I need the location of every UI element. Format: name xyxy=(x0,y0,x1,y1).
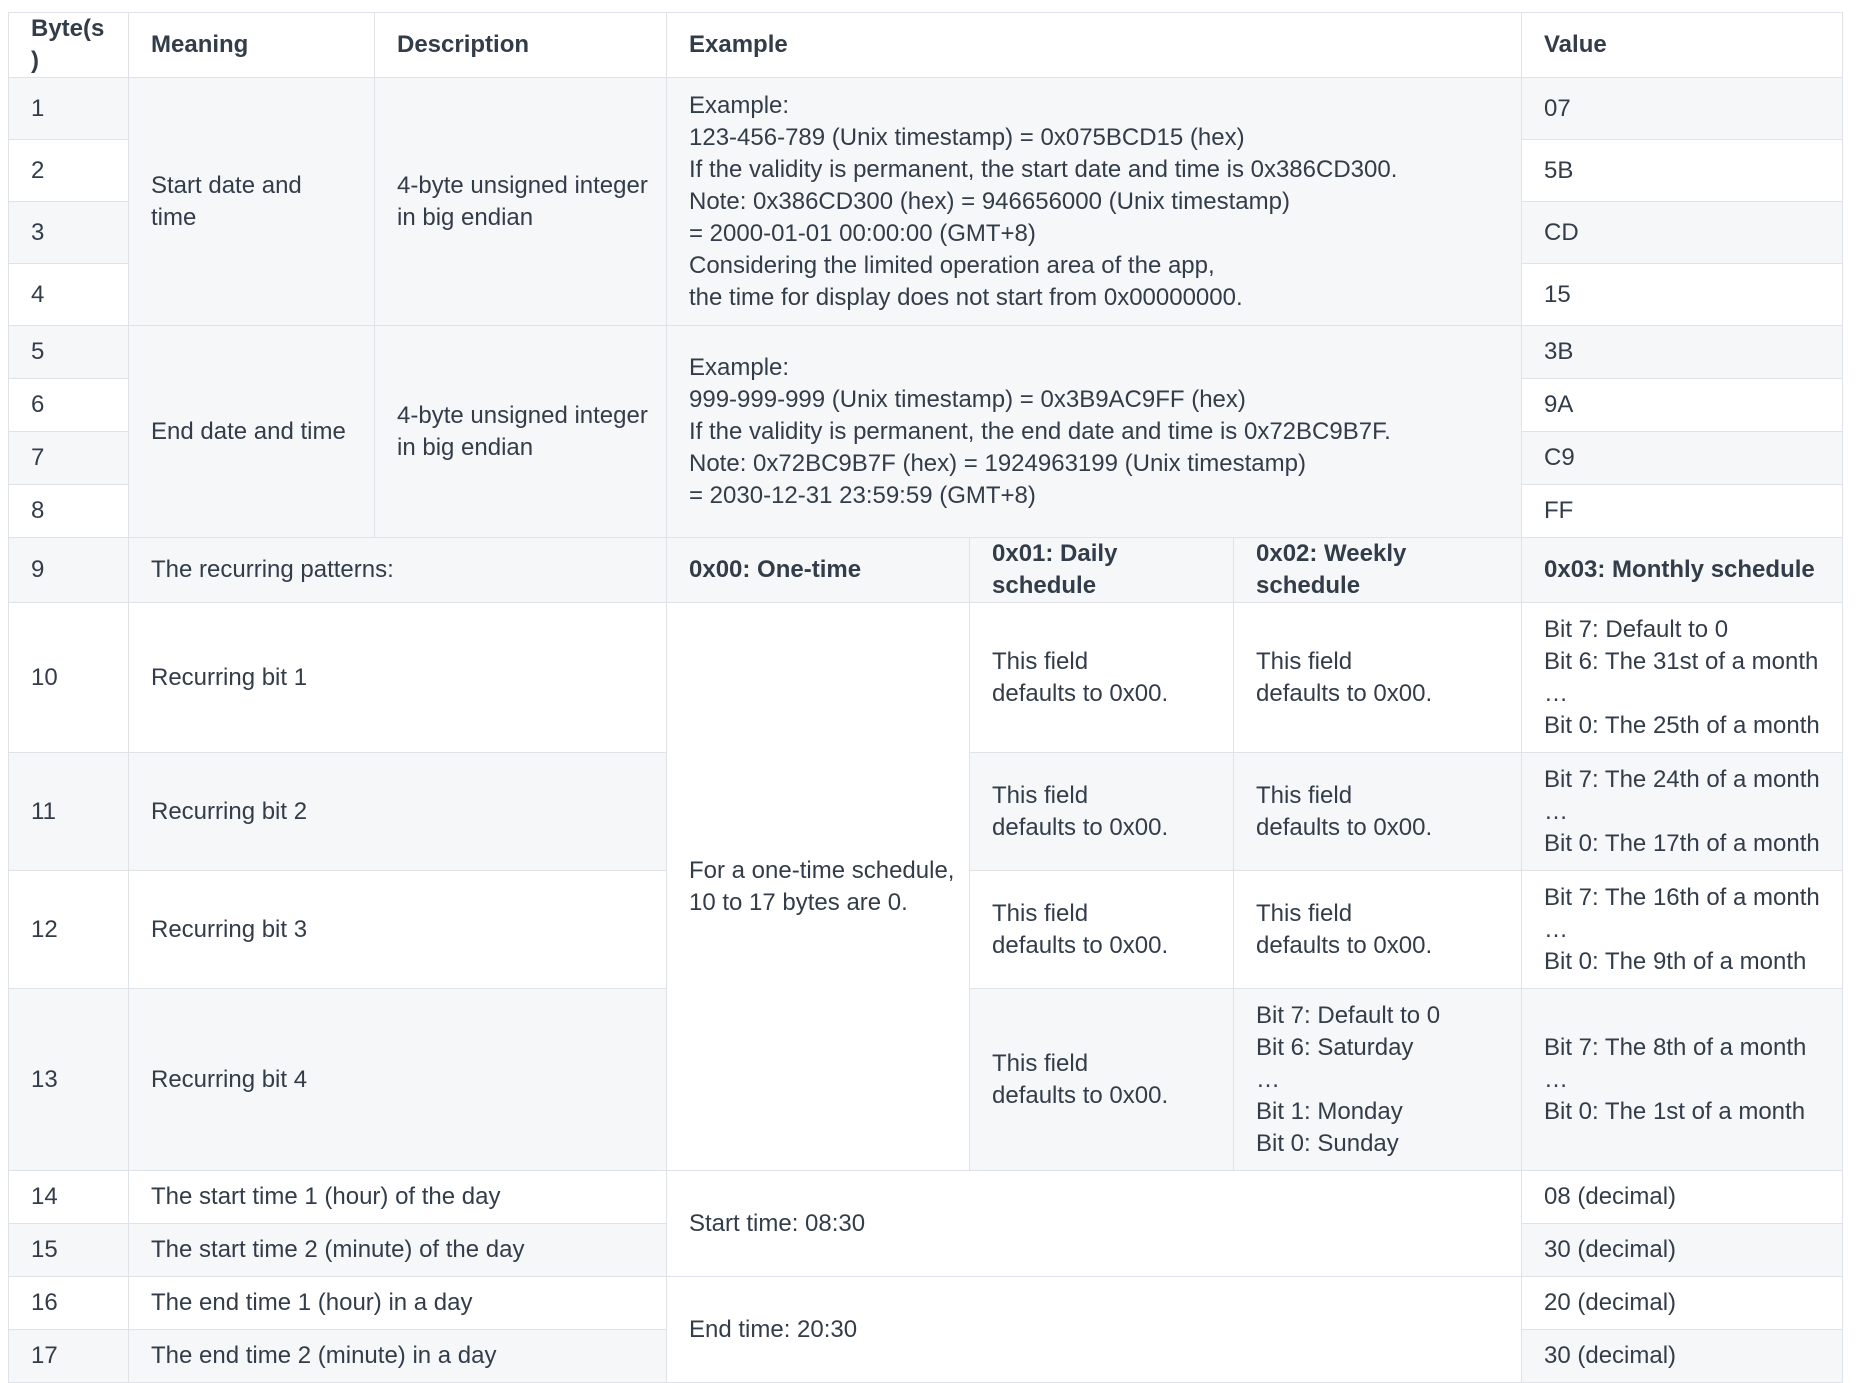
byte-cell: 10 xyxy=(9,603,129,753)
monthly-bits-2: Bit 7: The 24th of a month … Bit 0: The 17th of a month xyxy=(1522,753,1843,871)
end-hour-meaning: The end time 1 (hour) in a day xyxy=(129,1277,667,1330)
weekly-default-note: This field defaults to 0x00. xyxy=(1234,753,1522,871)
value-cell: 07 xyxy=(1522,78,1843,140)
recurring-bit-4-meaning: Recurring bit 4 xyxy=(129,989,667,1171)
table-row xyxy=(9,603,1843,753)
byte-cell: 9 xyxy=(9,538,129,603)
value-cell: 30 (decimal) xyxy=(1522,1224,1843,1277)
start-meaning: Start date and time xyxy=(129,78,375,326)
value-cell: 30 (decimal) xyxy=(1522,1330,1843,1383)
monthly-bits-3: Bit 7: The 16th of a month … Bit 0: The 9th of a month xyxy=(1522,871,1843,989)
start-hour-meaning: The start time 1 (hour) of the day xyxy=(129,1171,667,1224)
value-cell: 9A xyxy=(1522,379,1843,432)
byte-cell: 6 xyxy=(9,379,129,432)
one-time-note: For a one-time schedule, 10 to 17 bytes are 0. xyxy=(667,603,970,1171)
value-cell: CD xyxy=(1522,202,1843,264)
byte-cell: 8 xyxy=(9,485,129,538)
pattern-monthly: 0x03: Monthly schedule xyxy=(1522,538,1843,603)
table-row xyxy=(9,538,1843,603)
weekly-default-note: This field defaults to 0x00. xyxy=(1234,603,1522,753)
end-time-example: End time: 20:30 xyxy=(667,1277,1522,1383)
header-description: Description xyxy=(375,13,667,78)
end-meaning: End date and time xyxy=(129,326,375,538)
start-example: Example: 123-456-789 (Unix timestamp) = 0x075BCD15 (hex) If the validity is permanent, the start date and time is 0x386CD300. Note: 0x386CD300 (hex) = 946656000 (Unix timestamp) = 2000-01-01 00:00:00 (GMT+8) Considering the limited operation area of the app, the time for display does not start from 0x00000000. xyxy=(667,78,1522,326)
recurring-bit-1-meaning: Recurring bit 1 xyxy=(129,603,667,753)
byte-cell: 2 xyxy=(9,140,129,202)
header-row xyxy=(9,13,1843,78)
byte-table-container xyxy=(8,12,1843,1383)
recurring-bit-2-meaning: Recurring bit 2 xyxy=(129,753,667,871)
monthly-bits-4: Bit 7: The 8th of a month … Bit 0: The 1st of a month xyxy=(1522,989,1843,1171)
end-description: 4-byte unsigned integer in big endian xyxy=(375,326,667,538)
recurring-bit-3-meaning: Recurring bit 3 xyxy=(129,871,667,989)
pattern-weekly: 0x02: Weekly schedule xyxy=(1234,538,1522,603)
weekly-bits-4: Bit 7: Default to 0 Bit 6: Saturday … Bit 1: Monday Bit 0: Sunday xyxy=(1234,989,1522,1171)
byte-cell: 12 xyxy=(9,871,129,989)
start-description: 4-byte unsigned integer in big endian xyxy=(375,78,667,326)
table-row xyxy=(9,1277,1843,1330)
weekly-default-note: This field defaults to 0x00. xyxy=(1234,871,1522,989)
byte-cell: 11 xyxy=(9,753,129,871)
header-example: Example xyxy=(667,13,1522,78)
value-cell: 15 xyxy=(1522,264,1843,326)
byte-cell: 14 xyxy=(9,1171,129,1224)
value-cell: 3B xyxy=(1522,326,1843,379)
byte-cell: 1 xyxy=(9,78,129,140)
byte-cell: 4 xyxy=(9,264,129,326)
value-cell: C9 xyxy=(1522,432,1843,485)
header-bytes: Byte(s) xyxy=(9,13,129,78)
daily-default-note: This field defaults to 0x00. xyxy=(970,871,1234,989)
value-cell: 20 (decimal) xyxy=(1522,1277,1843,1330)
header-value: Value xyxy=(1522,13,1843,78)
daily-default-note: This field defaults to 0x00. xyxy=(970,753,1234,871)
byte-cell: 17 xyxy=(9,1330,129,1383)
daily-default-note: This field defaults to 0x00. xyxy=(970,603,1234,753)
table-row xyxy=(9,78,1843,140)
value-cell: FF xyxy=(1522,485,1843,538)
byte-cell: 5 xyxy=(9,326,129,379)
daily-default-note: This field defaults to 0x00. xyxy=(970,989,1234,1171)
byte-definition-table xyxy=(8,12,1843,1383)
byte-cell: 13 xyxy=(9,989,129,1171)
table-row xyxy=(9,326,1843,379)
byte-cell: 3 xyxy=(9,202,129,264)
table-row xyxy=(9,1171,1843,1224)
start-time-example: Start time: 08:30 xyxy=(667,1171,1522,1277)
pattern-one-time: 0x00: One-time xyxy=(667,538,970,603)
byte-cell: 15 xyxy=(9,1224,129,1277)
header-meaning: Meaning xyxy=(129,13,375,78)
start-minute-meaning: The start time 2 (minute) of the day xyxy=(129,1224,667,1277)
byte-cell: 16 xyxy=(9,1277,129,1330)
end-example: Example: 999-999-999 (Unix timestamp) = 0x3B9AC9FF (hex) If the validity is permanent, the end date and time is 0x72BC9B7F. Note: 0x72BC9B7F (hex) = 1924963199 (Unix timestamp) = 2030-12-31 23:59:59 (GMT+8) xyxy=(667,326,1522,538)
value-cell: 5B xyxy=(1522,140,1843,202)
value-cell: 08 (decimal) xyxy=(1522,1171,1843,1224)
monthly-bits-1: Bit 7: Default to 0 Bit 6: The 31st of a month … Bit 0: The 25th of a month xyxy=(1522,603,1843,753)
pattern-daily: 0x01: Daily schedule xyxy=(970,538,1234,603)
byte-cell: 7 xyxy=(9,432,129,485)
end-minute-meaning: The end time 2 (minute) in a day xyxy=(129,1330,667,1383)
patterns-label: The recurring patterns: xyxy=(129,538,667,603)
